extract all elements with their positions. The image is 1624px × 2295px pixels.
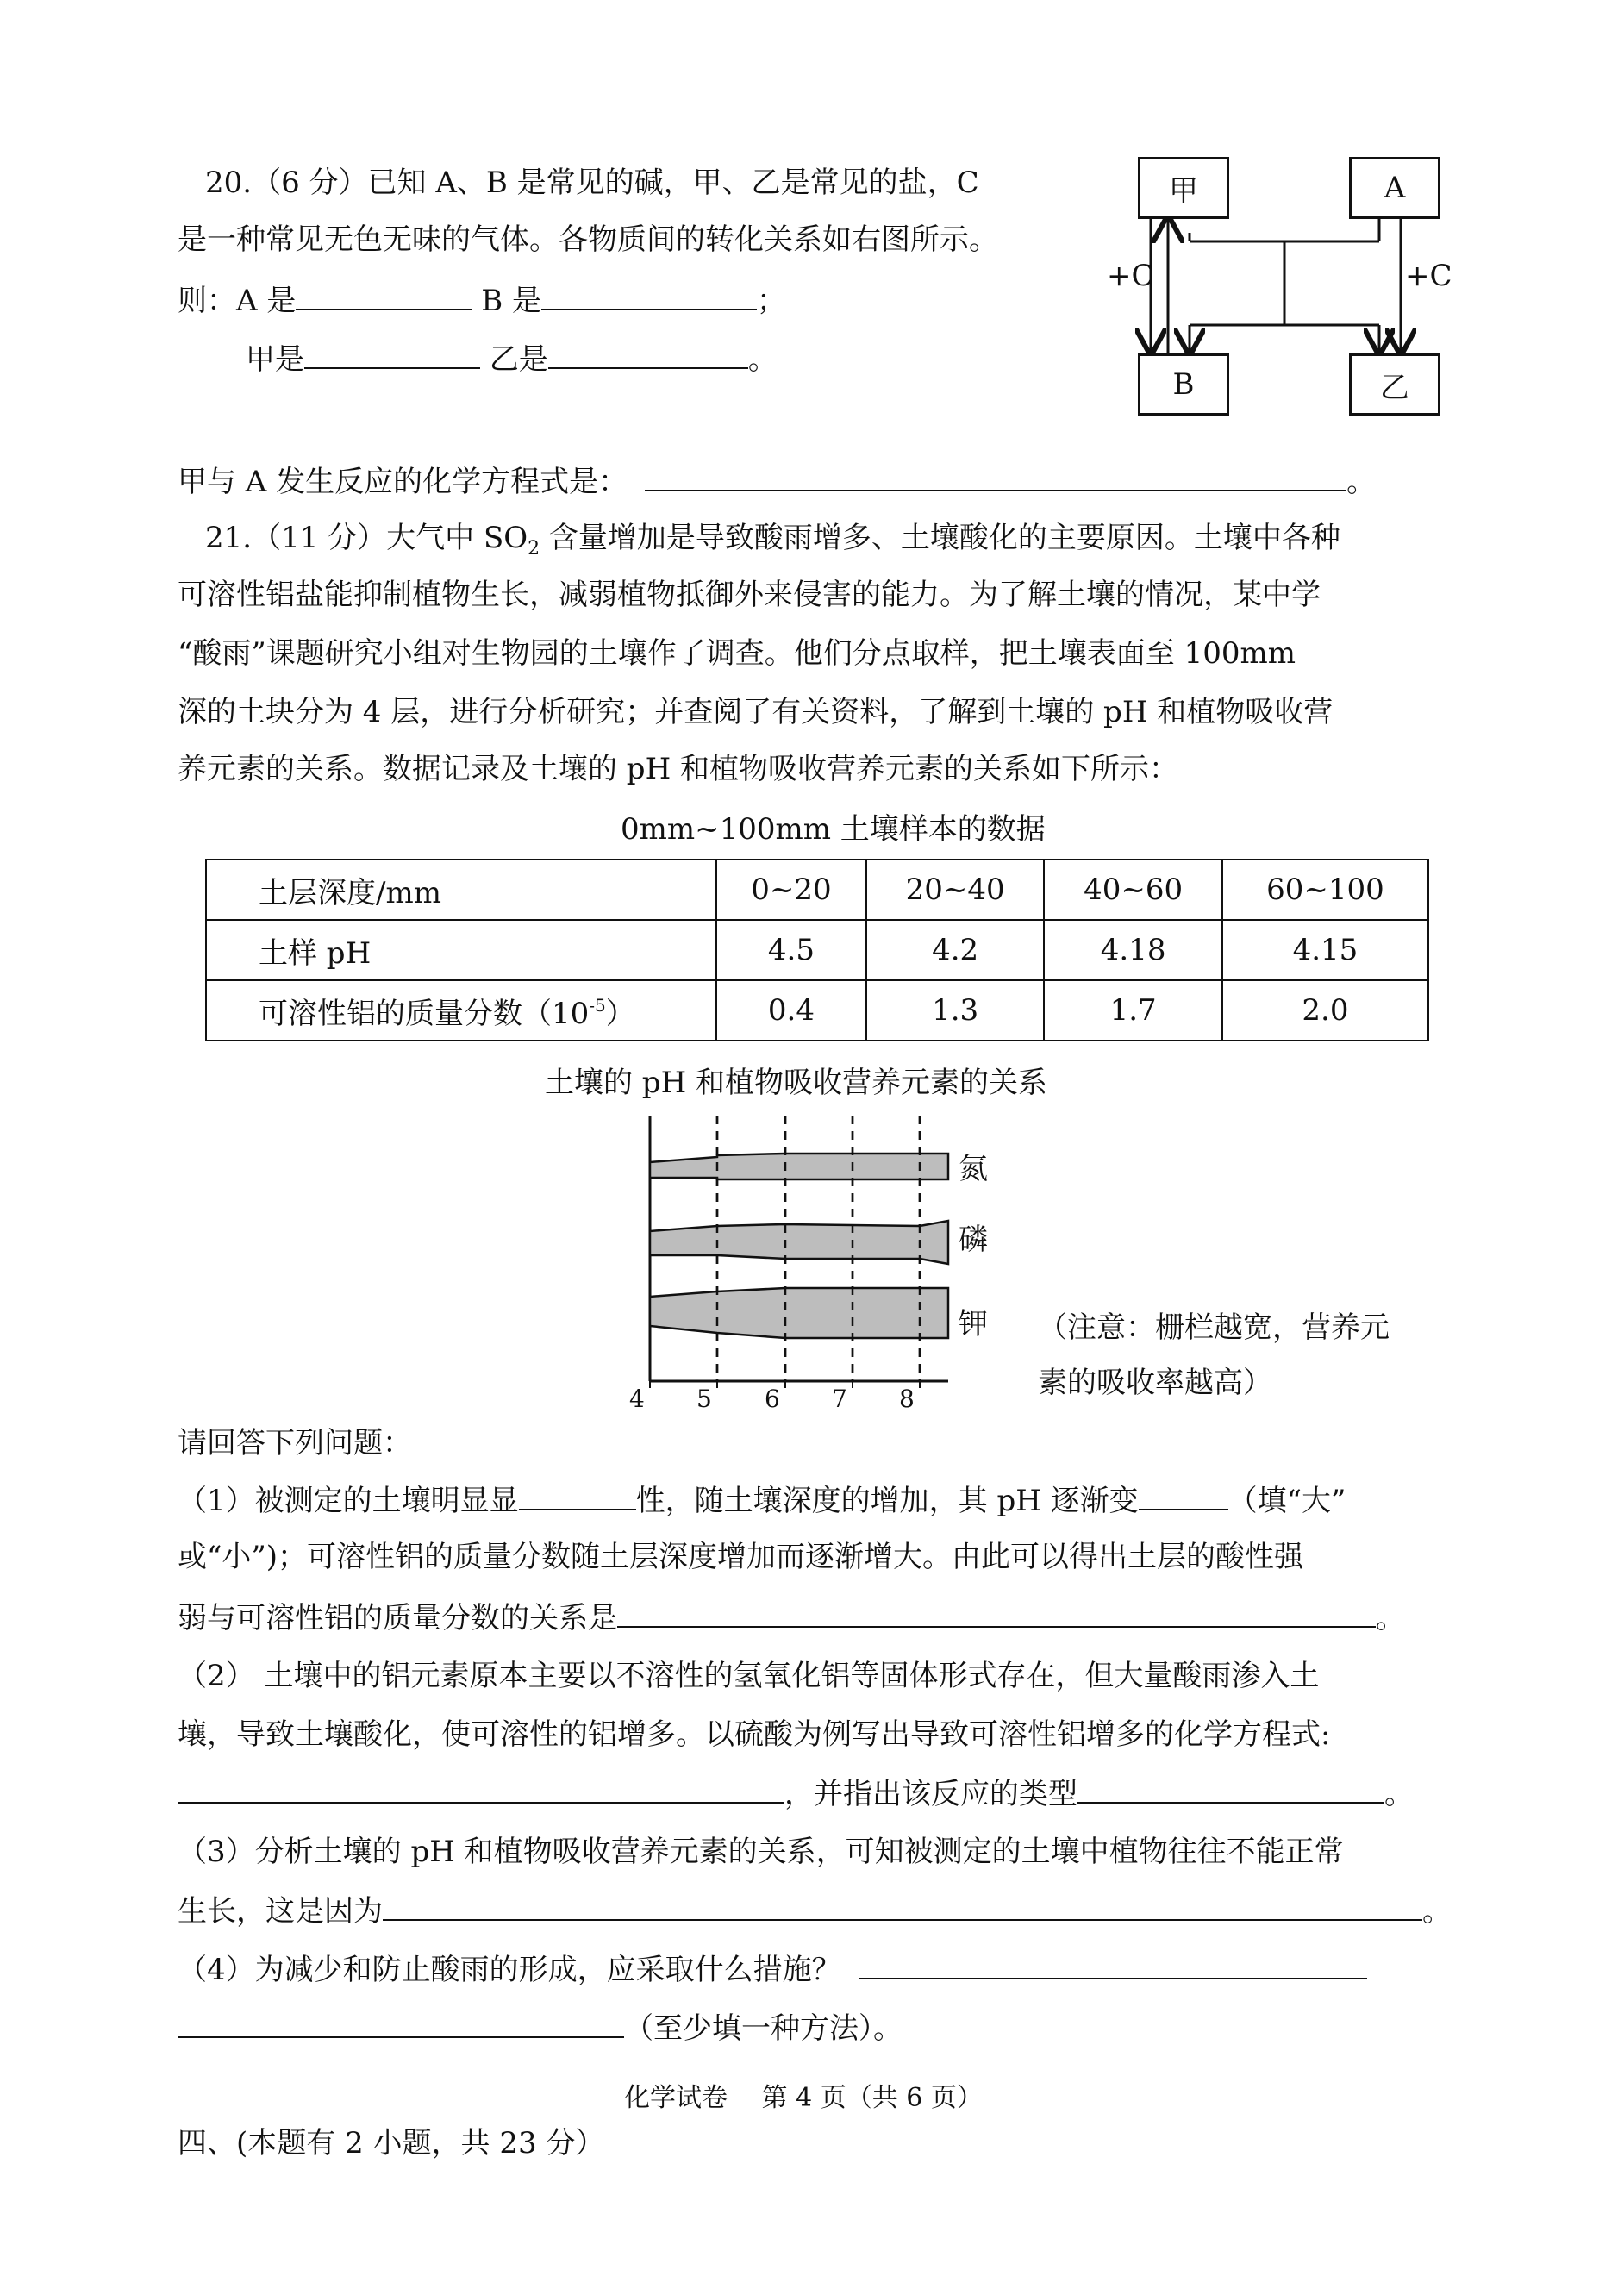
q21-table-title: 0mm~100mm 土壤样本的数据 — [621, 812, 1046, 847]
q20-box-a: A — [1349, 157, 1440, 219]
q21-q2-line1: （2） 土壤中的铝元素原本主要以不溶性的氢氧化铝等固体形式存在，但大量酸雨渗入土 — [178, 1659, 1320, 1693]
q21-intro-1a: 21.（11 分）大气中 SO — [205, 521, 528, 555]
q21-q2-line3 — [178, 1776, 1414, 1811]
q3-period: 。 — [1422, 1894, 1452, 1929]
table-row — [206, 860, 1428, 920]
chart-x-tick: 8 — [899, 1385, 915, 1413]
al-label: 可溶性铝的质量分数（10 — [259, 996, 590, 1031]
chart-x-tick: 7 — [832, 1385, 847, 1413]
q20-semicolon: ； — [756, 284, 786, 318]
q20-blank-a[interactable] — [296, 283, 472, 310]
q1-text-a: （1）被测定的土壤明显显 — [178, 1484, 519, 1518]
q20-box-b: B — [1138, 353, 1229, 416]
table-cell: 土样 pH — [206, 920, 716, 980]
q20-line-ab — [178, 283, 786, 318]
q1-period: 。 — [1376, 1601, 1405, 1635]
table-header-cell: 60~100 — [1222, 860, 1428, 920]
chart-x-tick: 4 — [629, 1385, 645, 1413]
q20-intro-line1: 20.（6 分）已知 A、B 是常见的碱，甲、乙是常见的盐，C — [205, 166, 979, 200]
chart-x-ticks — [629, 1385, 974, 1419]
q20-label-left-c: +C — [1107, 259, 1154, 293]
q3-blank-reason[interactable] — [383, 1893, 1422, 1921]
q21-q1-line2: 或“小”)；可溶性铝的质量分数随土层深度增加而逐渐增大。由此可以得出土层的酸性强 — [178, 1540, 1304, 1574]
q21-q4-line1 — [178, 1952, 1367, 1987]
table-cell: 4.18 — [1044, 920, 1221, 980]
q4-blank-measure[interactable] — [859, 1952, 1367, 1979]
q21-intro-line3: “酸雨”课题研究小组对生物园的土壤作了调查。他们分点取样，把土壤表面至 100mm — [178, 636, 1296, 671]
q20-blank-jia[interactable] — [304, 341, 480, 369]
table-cell: 4.5 — [716, 920, 866, 980]
q4-blank-measure-cont[interactable] — [178, 2010, 624, 2038]
section-heading-4: 四、(本题有 2 小题，共 23 分） — [178, 2126, 605, 2161]
table-header-cell: 土层深度/mm — [206, 860, 716, 920]
table-row — [206, 920, 1428, 980]
table-cell: 4.15 — [1222, 920, 1428, 980]
q21-intro-1b: 含量增加是导致酸雨增多、土壤酸化的主要原因。土壤中各种 — [540, 521, 1340, 555]
q21-nutrient-chart — [629, 1112, 991, 1423]
q2-blank-equation[interactable] — [178, 1776, 784, 1804]
q21-q1-line1 — [178, 1483, 1346, 1518]
chart-series-label: 钾 — [959, 1307, 988, 1341]
q2-text-c: ，并指出该反应的类型 — [784, 1777, 1077, 1811]
table-cell — [206, 980, 716, 1041]
q20-equation-prompt: 甲与 A 发生反应的化学方程式是： — [178, 465, 628, 499]
q2-period: 。 — [1384, 1777, 1414, 1811]
q4-text-a: （4）为减少和防止酸雨的形成，应采取什么措施？ — [178, 1953, 841, 1987]
q1-text-e: 弱与可溶性铝的质量分数的关系是 — [178, 1601, 617, 1635]
q20-blank-b[interactable] — [541, 283, 757, 310]
q20-period: 。 — [747, 342, 778, 377]
q20-line-jiayi — [246, 341, 778, 377]
q21-intro-line4: 深的土块分为 4 层，进行分析研究；并查阅了有关资料，了解到土壤的 pH 和植物吸收营 — [178, 695, 1334, 729]
chart-note-line1: （注意：栅栏越宽，营养元 — [1038, 1310, 1390, 1345]
q21-q3-line2 — [178, 1893, 1452, 1929]
q20-label-b: B 是 — [481, 284, 541, 318]
table-header-cell: 0~20 — [716, 860, 866, 920]
page-footer: 化学试卷 第 4 页（共 6 页） — [624, 2083, 983, 2113]
table-header-cell: 40~60 — [1044, 860, 1221, 920]
q20-label-right-c: +C — [1405, 259, 1452, 293]
q3-text-b: 生长，这是因为 — [178, 1894, 383, 1929]
q21-data-table — [205, 859, 1429, 1041]
q21-intro-sub: 2 — [528, 538, 540, 560]
table-cell: 1.7 — [1044, 980, 1221, 1041]
chart-nutrient-band — [650, 1288, 948, 1338]
q20-equation-line — [178, 464, 1376, 499]
q21-q3-line1: （3）分析土壤的 pH 和植物吸收营养元素的关系，可知被测定的土壤中植物往往不能正常 — [178, 1835, 1344, 1869]
table-cell: 4.2 — [866, 920, 1044, 980]
q20-box-yi: 乙 — [1349, 353, 1440, 416]
chart-x-tick: 5 — [696, 1385, 712, 1413]
al-label-sup: -5 — [589, 994, 606, 1016]
q20-label-a: 则：A 是 — [178, 284, 297, 318]
q4-text-b: （至少填一种方法）。 — [624, 2011, 903, 2046]
q21-q1-line3 — [178, 1600, 1405, 1635]
chart-series-label: 氮 — [959, 1152, 988, 1186]
q21-prompt: 请回答下列问题： — [178, 1426, 412, 1460]
q20-equation-blank[interactable] — [645, 464, 1346, 491]
table-cell: 2.0 — [1222, 980, 1428, 1041]
q20-intro-line2: 是一种常见无色无味的气体。各物质间的转化关系如右图所示。 — [178, 222, 998, 257]
chart-nutrient-band — [650, 1154, 948, 1179]
q20-blank-yi[interactable] — [548, 341, 748, 369]
chart-series-label: 磷 — [959, 1223, 988, 1257]
table-cell: 1.3 — [866, 980, 1044, 1041]
q21-intro-line2: 可溶性铝盐能抑制植物生长，减弱植物抵御外来侵害的能力。为了解土壤的情况，某中学 — [178, 578, 1321, 612]
table-row — [206, 980, 1428, 1041]
q1-text-c: （填“大” — [1227, 1484, 1346, 1518]
q1-blank-ph-trend[interactable] — [1139, 1483, 1228, 1510]
q1-blank-relation[interactable] — [617, 1600, 1376, 1628]
q21-q2-line2: 壤，导致土壤酸化，使可溶性的铝增多。以硫酸为例写出导致可溶性铝增多的化学方程式: — [178, 1717, 1331, 1752]
q21-intro-line5: 养元素的关系。数据记录及土壤的 pH 和植物吸收营养元素的关系如下所示： — [178, 752, 1179, 786]
q2-blank-reaction-type[interactable] — [1077, 1776, 1384, 1804]
q1-blank-acidity[interactable] — [519, 1483, 636, 1510]
chart-nutrient-band — [650, 1221, 948, 1264]
q1-text-b: 性，随土壤深度的增加，其 pH 逐渐变 — [635, 1484, 1139, 1518]
al-label-close: ） — [605, 996, 635, 1031]
q20-label-jia: 甲是 — [246, 342, 304, 377]
q20-label-yi: 乙是 — [489, 342, 548, 377]
chart-note-line2: 素的吸收率越高） — [1038, 1366, 1272, 1400]
q21-intro-line1 — [205, 521, 1340, 566]
table-header-cell: 20~40 — [866, 860, 1044, 920]
q20-equation-period: 。 — [1346, 465, 1377, 499]
table-cell: 0.4 — [716, 980, 866, 1041]
chart-x-tick: 6 — [765, 1385, 780, 1413]
q21-q4-line2 — [178, 2010, 903, 2046]
q20-box-jia: 甲 — [1138, 157, 1229, 219]
q21-chart-title: 土壤的 pH 和植物吸收营养元素的关系 — [545, 1066, 1048, 1100]
